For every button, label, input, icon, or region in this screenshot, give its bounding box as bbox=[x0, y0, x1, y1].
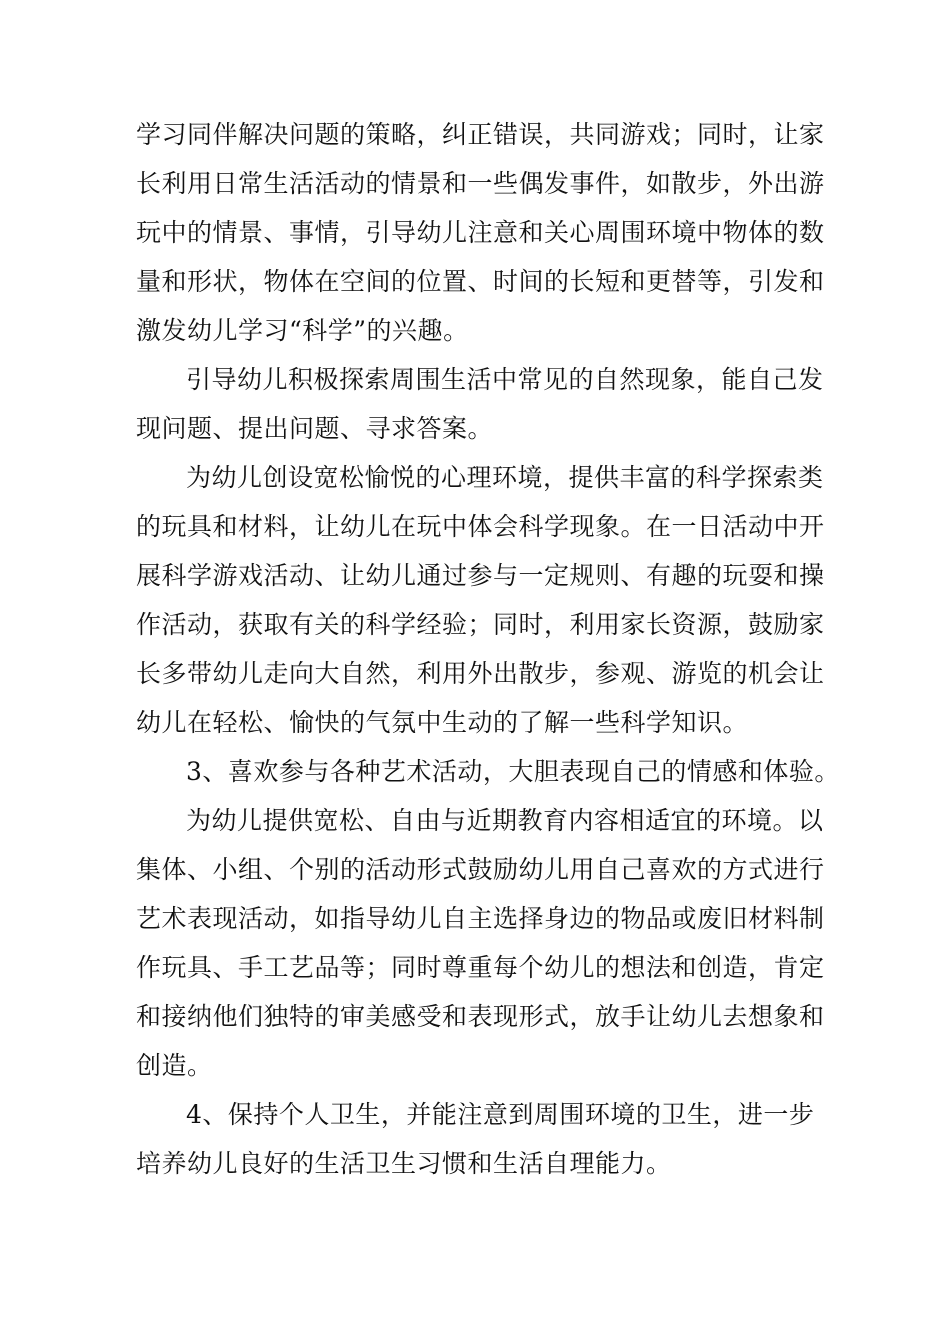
paragraph-first-line: 为幼儿创设宽松愉悦的心理环境，提供丰富的科学探索类 bbox=[186, 463, 824, 492]
section-heading-4: 4、保持个人卫生，并能注意到周围环境的卫生，进一步 bbox=[186, 1100, 815, 1129]
paragraph-first-line: 为幼儿提供宽松、自由与近期教育内容相适宜的环境。以 bbox=[186, 806, 824, 835]
text-line: 培养幼儿良好的生活卫生习惯和生活自理能力。 bbox=[136, 1149, 672, 1178]
text-line: 的玩具和材料，让幼儿在玩中体会科学现象。在一日活动中开 bbox=[136, 512, 825, 541]
text-line: 激发幼儿学习“科学”的兴趣。 bbox=[136, 316, 469, 345]
text-line: 量和形状，物体在空间的位置、时间的长短和更替等，引发和 bbox=[136, 267, 825, 296]
text-line: 长多带幼儿走向大自然，利用外出散步，参观、游览的机会让 bbox=[136, 659, 825, 688]
text-line: 集体、小组、个别的活动形式鼓励幼儿用自己喜欢的方式进行 bbox=[136, 855, 825, 884]
text-line: 作玩具、手工艺品等；同时尊重每个幼儿的想法和创造，肯定 bbox=[136, 953, 825, 982]
text-line: 学习同伴解决问题的策略，纠正错误，共同游戏；同时，让家 bbox=[136, 120, 825, 149]
text-line: 现问题、提出问题、寻求答案。 bbox=[136, 414, 494, 443]
text-line: 作活动，获取有关的科学经验；同时，利用家长资源，鼓励家 bbox=[136, 610, 825, 639]
text-line: 长利用日常生活活动的情景和一些偶发事件，如散步，外出游 bbox=[136, 169, 825, 198]
section-heading-3: 3、喜欢参与各种艺术活动，大胆表现自己的情感和体验。 bbox=[186, 757, 840, 786]
text-line: 和接纳他们独特的审美感受和表现形式，放手让幼儿去想象和 bbox=[136, 1002, 825, 1031]
text-line: 玩中的情景、事情，引导幼儿注意和关心周围环境中物体的数 bbox=[136, 218, 825, 247]
text-line: 展科学游戏活动、让幼儿通过参与一定规则、有趣的玩耍和操 bbox=[136, 561, 825, 590]
body-text bbox=[136, 110, 840, 1188]
text-line: 艺术表现活动，如指导幼儿自主选择身边的物品或废旧材料制 bbox=[136, 904, 825, 933]
text-line: 创造。 bbox=[136, 1051, 213, 1080]
text-line: 幼儿在轻松、愉快的气氛中生动的了解一些科学知识。 bbox=[136, 708, 749, 737]
paragraph-first-line: 引导幼儿积极探索周围生活中常见的自然现象，能自己发 bbox=[186, 365, 824, 394]
